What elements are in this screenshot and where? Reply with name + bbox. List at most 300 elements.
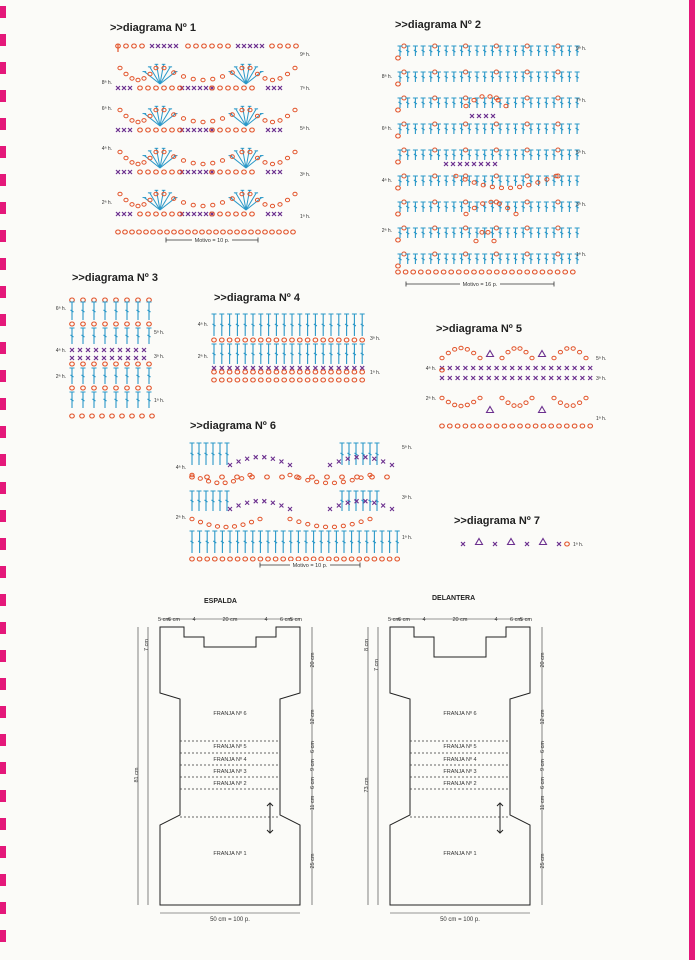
motivo-label: Motivo = 10 p. [292, 563, 328, 569]
chain-stitch [313, 378, 318, 382]
chain-stitch [352, 378, 357, 382]
chain-stitch [103, 322, 108, 326]
chain-stitch [478, 396, 482, 400]
chain-stitch [234, 212, 239, 216]
double-crochet [228, 531, 233, 553]
chain-stitch [293, 66, 297, 70]
right-dim: 25 cm [540, 853, 546, 869]
double-crochet [288, 531, 293, 553]
double-crochet [344, 314, 349, 336]
chain-stitch [464, 212, 468, 216]
chain-stitch [130, 230, 135, 234]
chain-stitch [298, 338, 303, 342]
left-dim: 81 cm [134, 767, 140, 783]
chain-stitch [110, 414, 115, 418]
chain-stitch [540, 270, 545, 274]
single-crochet [267, 366, 271, 370]
chain-stitch [457, 270, 462, 274]
row-label: 4ª h. [101, 146, 112, 152]
double-crochet [290, 344, 295, 364]
double-crochet [266, 344, 271, 364]
chain-stitch [517, 270, 522, 274]
chain-stitch [226, 86, 231, 90]
single-crochet [491, 114, 495, 118]
chain-stitch [81, 322, 86, 326]
double-crochet [451, 202, 456, 212]
double-crochet [372, 531, 377, 553]
chain-stitch [263, 230, 268, 234]
double-crochet [147, 392, 152, 408]
single-crochet [372, 501, 376, 505]
chain-stitch [116, 230, 121, 234]
chain-stitch [332, 525, 336, 529]
chain-stitch [181, 201, 185, 205]
chain-stitch [518, 404, 522, 408]
chain-stitch [190, 517, 194, 521]
double-crochet [482, 176, 487, 186]
row-label: 8ª h. [381, 74, 392, 80]
double-crochet [114, 328, 119, 344]
chain-stitch [305, 338, 310, 342]
chain-stitch [327, 557, 332, 561]
chain-stitch [474, 239, 478, 243]
double-crochet [227, 314, 232, 336]
chain-stitch [142, 161, 146, 165]
double-crochet [243, 314, 248, 336]
chain-stitch [138, 170, 143, 174]
chain-stitch [211, 161, 215, 165]
edge-strip-block [0, 258, 6, 270]
single-crochet [235, 366, 239, 370]
double-crochet [290, 314, 295, 336]
single-crochet [495, 376, 499, 380]
double-crochet [368, 443, 373, 465]
single-crochet [70, 348, 74, 352]
chain-stitch [350, 478, 354, 482]
chain-stitch [92, 386, 97, 390]
chain-stitch [136, 386, 141, 390]
chain-stitch [235, 378, 240, 382]
row-label: 4ª h. [425, 366, 436, 372]
single-crochet [534, 376, 538, 380]
double-crochet [266, 314, 271, 336]
double-crochet [444, 176, 449, 186]
row-label: 4ª h. [175, 465, 186, 471]
chain-stitch [201, 120, 205, 124]
edge-strip-block [0, 706, 6, 718]
chain-stitch [572, 424, 577, 428]
row-label: 1ª h. [576, 252, 587, 258]
chain-stitch [235, 230, 240, 234]
double-crochet [92, 392, 97, 408]
chain-stitch [138, 128, 143, 132]
double-crochet [70, 368, 75, 384]
row-label: 4ª h. [55, 348, 66, 354]
edge-strip-block [0, 286, 6, 298]
chain-stitch [240, 477, 244, 481]
chain-stitch [500, 396, 504, 400]
chain-stitch [211, 77, 215, 81]
chain-stitch [70, 386, 75, 390]
chain-stitch [228, 557, 233, 561]
chain-stitch [565, 424, 570, 428]
right-dim: 12 cm [540, 709, 546, 725]
chain-stitch [181, 117, 185, 121]
chain-stitch [70, 322, 75, 326]
double-crochet [92, 328, 97, 344]
chain-stitch [234, 170, 239, 174]
single-crochet [557, 376, 561, 380]
double-crochet [336, 314, 341, 336]
row-label: 4ª h. [197, 322, 208, 328]
top-width-dim: 5 cm [290, 617, 302, 623]
chain-stitch [181, 159, 185, 163]
motivo-label: Motivo = 10 p. [194, 238, 230, 244]
double-crochet [421, 228, 426, 238]
chain-stitch [278, 44, 283, 48]
chain-stitch [136, 362, 141, 366]
left-dim: 73 cm [364, 777, 370, 793]
double-crochet [421, 150, 426, 160]
row-label: 2ª h. [55, 374, 66, 380]
double-crochet [387, 531, 392, 553]
left-dim: 8 cm [364, 639, 370, 651]
chain-stitch [419, 270, 424, 274]
chain-stitch [502, 424, 507, 428]
chain-stitch [578, 350, 582, 354]
chain-stitch [142, 203, 146, 207]
single-crochet [78, 356, 82, 360]
chain-stitch [527, 183, 531, 187]
double-crochet [103, 328, 108, 344]
double-crochet [205, 531, 210, 553]
chain-stitch [323, 481, 327, 485]
chain-stitch [136, 78, 140, 82]
double-crochet [413, 98, 418, 108]
double-crochet [258, 531, 263, 553]
single-crochet [463, 366, 467, 370]
chain-stitch [92, 322, 97, 326]
chain-stitch [198, 520, 202, 524]
double-crochet [227, 344, 232, 364]
chain-stitch [130, 119, 134, 123]
chain-stitch [138, 212, 143, 216]
diagram-6-chart [170, 435, 420, 575]
row-label: 2ª h. [381, 228, 392, 234]
chain-stitch [235, 557, 240, 561]
single-crochet [102, 348, 106, 352]
diagram-2-chart [376, 36, 586, 291]
edge-strip-block [0, 34, 6, 46]
double-crochet [567, 176, 572, 186]
single-crochet [493, 162, 497, 166]
chain-stitch [124, 44, 129, 48]
chain-stitch [223, 481, 227, 485]
chain-stitch [512, 404, 516, 408]
chain-stitch [453, 348, 457, 352]
row-label: 1ª h. [370, 370, 381, 376]
single-crochet [278, 86, 282, 90]
row-label: 3ª h. [154, 354, 165, 360]
chain-stitch [250, 212, 255, 216]
chain-stitch [499, 186, 503, 190]
picot-triangle [540, 539, 547, 545]
double-crochet [114, 368, 119, 384]
chain-stitch [334, 557, 339, 561]
band-label: FRANJA Nº 5 [443, 744, 477, 750]
chain-stitch [298, 378, 303, 382]
chain-stitch [147, 322, 152, 326]
chain-stitch [471, 424, 476, 428]
single-crochet [565, 366, 569, 370]
double-crochet [305, 344, 310, 364]
chain-stitch [465, 403, 469, 407]
chain-stitch [227, 378, 232, 382]
chain-stitch [158, 230, 163, 234]
chain-stitch [472, 270, 477, 274]
diagram-4-title: >>diagrama Nº 4 [214, 292, 300, 304]
chain-stitch [162, 128, 167, 132]
chain-stitch [125, 298, 130, 302]
double-crochet [536, 150, 541, 160]
chain-stitch [146, 86, 151, 90]
single-crochet [245, 457, 249, 461]
double-crochet [536, 46, 541, 56]
double-crochet [513, 150, 518, 160]
picot-triangle [487, 407, 494, 413]
chain-stitch [226, 212, 231, 216]
chain-stitch [344, 370, 349, 374]
chain-stitch [270, 204, 274, 208]
chain-stitch [495, 270, 500, 274]
single-crochet [471, 376, 475, 380]
chain-stitch [487, 424, 492, 428]
chain-stitch [396, 108, 401, 112]
double-crochet [197, 491, 202, 511]
single-crochet [86, 356, 90, 360]
double-crochet [413, 202, 418, 212]
single-crochet [237, 504, 241, 508]
single-crochet [298, 366, 302, 370]
chain-stitch [197, 557, 202, 561]
double-crochet [344, 344, 349, 364]
row-label: 2ª h. [175, 515, 186, 521]
chain-stitch [526, 424, 531, 428]
row-label: 1ª h. [596, 416, 607, 422]
chain-stitch [103, 386, 108, 390]
edge-strip-block [0, 342, 6, 354]
chain-stitch [123, 230, 128, 234]
chain-stitch [310, 475, 315, 479]
chain-stitch [191, 77, 195, 81]
chain-stitch [487, 270, 492, 274]
row-label: 5ª h. [402, 445, 413, 451]
double-crochet [536, 202, 541, 212]
double-crochet [197, 443, 202, 465]
right-dim: 9 cm [540, 759, 546, 771]
band-label: FRANJA Nº 6 [443, 711, 477, 717]
left-dim: 7 cm [374, 659, 380, 671]
double-crochet [544, 46, 549, 56]
chain-stitch [130, 414, 135, 418]
double-crochet [197, 531, 202, 553]
double-crochet [329, 314, 334, 336]
chain-stitch [480, 95, 484, 99]
garment-outline [160, 627, 300, 905]
chain-stitch [396, 238, 401, 242]
garment-outline [390, 627, 530, 905]
double-crochet [444, 202, 449, 212]
chain-stitch [259, 378, 264, 382]
double-crochet [243, 531, 248, 553]
double-crochet [482, 124, 487, 134]
chain-stitch [273, 557, 278, 561]
double-crochet [413, 254, 418, 264]
diagram-4-chart [192, 308, 392, 388]
double-crochet [475, 72, 480, 82]
espalda-title: ESPALDA [204, 598, 237, 605]
double-crochet [413, 228, 418, 238]
chain-stitch [125, 322, 130, 326]
double-crochet [482, 72, 487, 82]
double-crochet [70, 392, 75, 408]
right-dim: 25 cm [310, 853, 316, 869]
double-crochet [536, 98, 541, 108]
double-crochet [321, 314, 326, 336]
single-crochet [70, 356, 74, 360]
double-crochet [421, 176, 426, 186]
single-crochet [128, 128, 132, 132]
single-crochet [279, 504, 283, 508]
single-crochet [262, 455, 266, 459]
double-crochet [136, 302, 141, 320]
chain-stitch [533, 424, 538, 428]
chain-stitch [502, 270, 507, 274]
chain-stitch [234, 128, 239, 132]
chain-stitch [360, 370, 365, 374]
double-crochet [352, 314, 357, 336]
single-crochet [245, 501, 249, 505]
edge-strip-block [0, 6, 6, 18]
chain-stitch [278, 161, 282, 165]
double-crochet [536, 124, 541, 134]
chain-stitch [226, 44, 231, 48]
double-crochet [444, 46, 449, 56]
single-crochet [116, 212, 120, 216]
single-crochet [94, 356, 98, 360]
single-crochet [526, 366, 530, 370]
chain-stitch [518, 347, 522, 351]
double-crochet [482, 46, 487, 56]
double-crochet [451, 98, 456, 108]
chain-stitch [274, 378, 279, 382]
double-crochet [114, 302, 119, 320]
double-crochet [136, 392, 141, 408]
chain-stitch [92, 362, 97, 366]
single-crochet [495, 366, 499, 370]
single-crochet [162, 44, 166, 48]
chain-stitch [293, 108, 297, 112]
single-crochet [557, 542, 561, 546]
chain-stitch [281, 557, 286, 561]
chain-stitch [242, 170, 247, 174]
double-crochet [354, 443, 359, 465]
single-crochet [110, 348, 114, 352]
band-label: FRANJA Nº 1 [213, 851, 247, 857]
single-crochet [122, 128, 126, 132]
double-crochet [421, 98, 426, 108]
single-crochet [126, 356, 130, 360]
single-crochet [118, 356, 122, 360]
edge-strip-block [0, 566, 6, 578]
single-crochet [440, 376, 444, 380]
chain-stitch [148, 72, 152, 76]
chain-stitch [557, 424, 562, 428]
double-crochet [147, 368, 152, 384]
double-crochet [451, 72, 456, 82]
single-crochet [254, 44, 258, 48]
chain-stitch [342, 557, 347, 561]
chain-stitch [200, 230, 205, 234]
chain-stitch [472, 351, 476, 355]
double-crochet [125, 392, 130, 408]
double-crochet [103, 368, 108, 384]
double-crochet [380, 531, 385, 553]
chain-stitch [270, 162, 274, 166]
double-crochet [444, 228, 449, 238]
row-label: 2ª h. [197, 354, 208, 360]
chain-stitch [140, 44, 145, 48]
single-crochet [288, 463, 292, 467]
band-label: FRANJA Nº 2 [443, 781, 477, 787]
chain-stitch [162, 212, 167, 216]
chain-stitch [387, 557, 392, 561]
chain-stitch [190, 557, 195, 561]
chain-stitch [285, 72, 289, 76]
chain-stitch [170, 212, 175, 216]
chain-stitch [277, 230, 282, 234]
chain-stitch [232, 525, 236, 529]
double-crochet [544, 98, 549, 108]
chain-stitch [306, 522, 310, 526]
chain-stitch [344, 378, 349, 382]
single-crochet [134, 348, 138, 352]
diagram-7-title: >>diagrama Nº 7 [454, 515, 540, 527]
chain-stitch [510, 424, 515, 428]
delantera-schematic [350, 605, 570, 925]
double-crochet [475, 150, 480, 160]
chain-stitch [288, 517, 292, 521]
chain-stitch [220, 475, 225, 479]
double-crochet [243, 344, 248, 364]
chain-stitch [449, 270, 454, 274]
chain-stitch [270, 44, 275, 48]
double-crochet [475, 98, 480, 108]
double-crochet [274, 314, 279, 336]
chain-stitch [411, 270, 416, 274]
double-crochet [567, 72, 572, 82]
chain-stitch [124, 198, 128, 202]
chain-stitch [486, 231, 490, 235]
chain-stitch [186, 44, 191, 48]
single-crochet [254, 499, 258, 503]
top-width-dim: 20 cm [222, 617, 238, 623]
chain-stitch [465, 348, 469, 352]
chain-stitch [251, 557, 256, 561]
chain-stitch [304, 557, 309, 561]
chain-stitch [146, 170, 151, 174]
chain-stitch [549, 424, 554, 428]
